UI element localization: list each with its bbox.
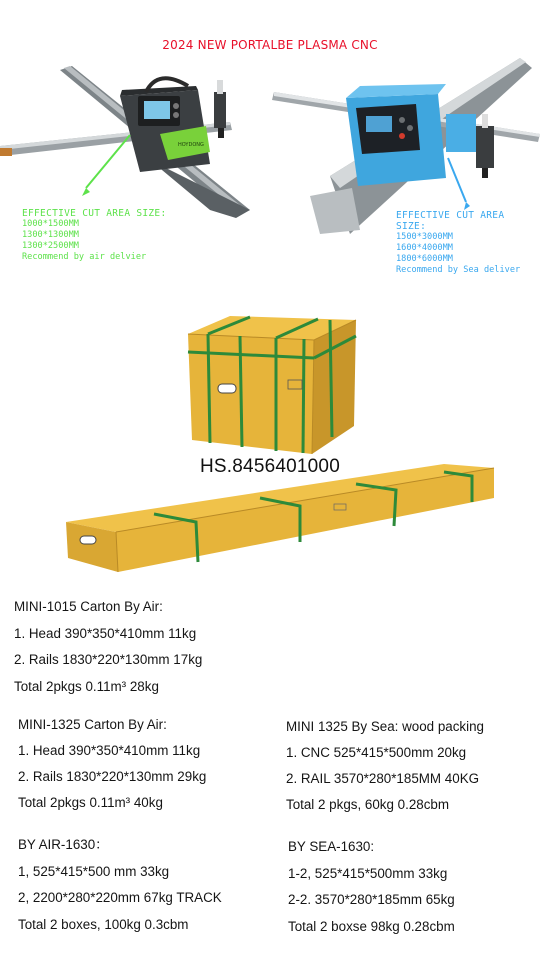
packing-title: BY AIR-1630： [18,837,109,852]
air-spec-size: 1000*1500MM [22,219,79,229]
packing-mini1325-sea [286,714,484,818]
packing-sea-1630 [288,834,455,940]
packing-title: MINI 1325 By Sea: wood packing [286,719,484,734]
air-spec-heading: EFFECTIVE CUT AREA SIZE: [22,208,167,219]
sea-spec-size: 1500*3000MM [396,232,453,242]
packing-line: 1. Head 390*350*410mm 11kg [18,743,201,758]
packing-line: Total 2pkgs 0.11m³ 28kg [14,678,159,694]
air-spec-size: 1300*2500MM [22,241,79,251]
packing-line: Total 2 pkgs, 60kg 0.28cbm [286,797,450,812]
svg-text:HOYDONG: HOYDONG [178,142,204,148]
packing-line: Total 2 boxse 98kg 0.28cbm [288,918,455,934]
packing-title: MINI-1325 Carton By Air: [18,717,167,732]
air-spec-note: Recommend by air delvier [22,252,147,262]
packing-title: MINI-1015 Carton By Air: [14,599,163,614]
packing-line: 1, 525*415*500 mm 33kg [18,863,170,879]
sea-cut-area-spec [396,210,540,276]
packing-mini1325-air [18,712,206,816]
packing-line: 2-2. 3570*280*185mm 65kg [288,892,455,907]
hs-code: HS.8456401000 [200,456,340,477]
carton-box-image [184,312,360,456]
sea-spec-note: Recommend by Sea deliver [396,265,521,275]
packing-line: 2. Rails 1830*220*130mm 17kg [14,652,203,667]
sea-spec-size: 1800*6000MM [396,254,453,264]
rail-carton-image [64,462,504,576]
packing-air-1630 [18,832,222,938]
packing-line: Total 2 boxes, 100kg 0.3cbm [18,916,189,932]
packing-title: BY SEA-1630: [288,839,375,854]
sea-spec-heading: EFFECTIVE CUT AREA SIZE: [396,210,505,232]
packing-mini1015-air [14,594,202,700]
portable-plasma-cnc-sea-image [270,38,540,238]
packing-line: 1. Head 390*350*410mm 11kg [14,625,197,641]
air-spec-size: 1300*1300MM [22,230,79,240]
sea-spec-size: 1600*4000MM [396,243,453,253]
packing-line: 2, 2200*280*220mm 67kg TRACK [18,890,222,905]
packing-line: Total 2pkgs 0.11m³ 40kg [18,795,163,810]
packing-line: 2. Rails 1830*220*130mm 29kg [18,769,207,784]
page-title: 2024 NEW PORTALBE PLASMA CNC [162,38,378,52]
air-cut-area-spec [22,208,166,263]
packing-line: 1-2, 525*415*500mm 33kg [288,865,448,881]
packing-line: 1. CNC 525*415*500mm 20kg [286,745,467,760]
packing-line: 2. RAIL 3570*280*185MM 40KG [286,771,480,786]
portable-plasma-cnc-air-image [0,60,270,220]
